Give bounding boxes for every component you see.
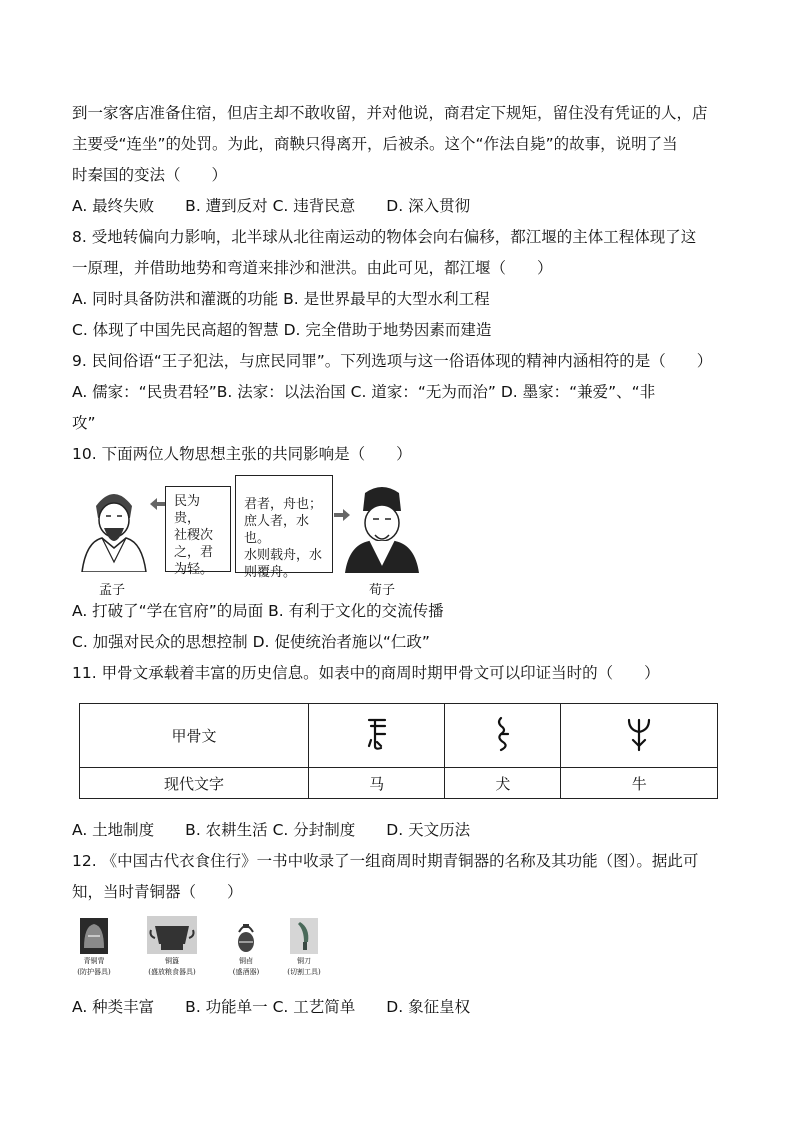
oracle-char-horse bbox=[309, 704, 445, 768]
bronze-you-use: (盛酒器) bbox=[232, 968, 260, 976]
q7-line-2: 主要受“连坐”的处罚。为此，商鞅只得离开，后被杀。这个“作法自毙”的故事，说明了当 bbox=[72, 135, 678, 153]
bronze-knife-use: (切割工具) bbox=[287, 968, 321, 976]
q9-stem: 9. 民间俗语“王子犯法，与庶民同罪”。下列选项与这一俗语体现的精神内涵相符的是（ ） bbox=[72, 352, 713, 370]
bronze-knife-name: 铜刀 bbox=[297, 957, 311, 965]
table-row bbox=[80, 768, 718, 799]
mencius-quote-line: 民为贵， bbox=[174, 494, 201, 526]
bronze-you-image bbox=[235, 920, 257, 954]
xunzi-portrait bbox=[339, 483, 425, 573]
q7-line-3: 时秦国的变法（ ） bbox=[72, 166, 228, 184]
q10-stem: 10. 下面两位人物思想主张的共同影响是（ ） bbox=[72, 445, 412, 463]
bronze-helmet bbox=[72, 918, 116, 976]
oracle-char-dog bbox=[445, 704, 561, 768]
xunzi-quote-line: 君者，舟也； bbox=[244, 497, 323, 512]
table-row bbox=[80, 704, 718, 768]
xunzi-quote-line: 则覆舟。 bbox=[244, 565, 297, 580]
bronze-helmet-use: (防护器具) bbox=[77, 968, 111, 976]
q10-options-1: A. 打破了“学在官府”的局面 B. 有利于文化的交流传播 bbox=[72, 602, 444, 620]
q11-stem: 11. 甲骨文承载着丰富的历史信息。如表中的商周时期甲骨文可以印证当时的（ ） bbox=[72, 664, 660, 682]
q12-options: A. 种类丰富 B. 功能单一 C. 工艺简单 D. 象征皇权 bbox=[72, 998, 471, 1016]
q7-options: A. 最终失败 B. 遭到反对 C. 违背民意 D. 深入贯彻 bbox=[72, 197, 471, 215]
xunzi-caption: 荀子 bbox=[369, 583, 396, 598]
oracle-char-ox bbox=[561, 704, 718, 768]
mencius-quote-line: 为轻。 bbox=[174, 562, 214, 577]
bronze-gui-use: (盛放粮食器具) bbox=[148, 968, 196, 976]
q8-stem-1: 8. 受地转偏向力影响，北半球从北往南运动的物体会向右偏移，都江堰的主体工程体现了这 bbox=[72, 228, 697, 246]
mencius-portrait bbox=[74, 476, 154, 572]
arrow-left-icon bbox=[150, 497, 166, 511]
mencius-quote-line: 社稷次 bbox=[174, 528, 214, 543]
mencius-caption: 孟子 bbox=[99, 583, 126, 598]
bronze-gui-image bbox=[147, 916, 197, 954]
q12-stem-2: 知，当时青铜器（ ） bbox=[72, 883, 243, 901]
modern-char-header: 现代文字 bbox=[80, 768, 309, 799]
mencius-quote-line: 之，君 bbox=[174, 545, 214, 560]
oracle-bone-table bbox=[79, 703, 718, 799]
q8-options-1: A. 同时具备防洪和灌溉的功能 B. 是世界最早的大型水利工程 bbox=[72, 290, 490, 308]
oracle-bone-header: 甲骨文 bbox=[80, 704, 309, 768]
bronze-gui bbox=[142, 916, 202, 976]
q9-options-1: A. 儒家：“民贵君轻”B. 法家：以法治国 C. 道家：“无为而治” D. 墨家：“兼爱”、“非 bbox=[72, 383, 656, 401]
xunzi-quote-box bbox=[235, 475, 333, 580]
xunzi-quote-line: 水则载舟，水 bbox=[244, 548, 323, 563]
bronze-you-name: 铜卣 bbox=[239, 957, 253, 965]
bronze-knife bbox=[282, 918, 326, 976]
modern-char-dog: 犬 bbox=[445, 768, 561, 799]
bronze-knife-image bbox=[290, 918, 318, 954]
oracle-ox-glyph bbox=[625, 716, 653, 752]
q8-options-2: C. 体现了中国先民高超的智慧 D. 完全借助于地势因素而建造 bbox=[72, 321, 492, 339]
bronze-helmet-image bbox=[80, 918, 108, 954]
q9-options-2: 攻” bbox=[72, 414, 96, 432]
modern-char-horse: 马 bbox=[309, 768, 445, 799]
bronze-gui-name: 铜簋 bbox=[165, 957, 179, 965]
q11-options: A. 土地制度 B. 农耕生活 C. 分封制度 D. 天文历法 bbox=[72, 821, 471, 839]
q12-stem-1: 12. 《中国古代衣食住行》一书中收录了一组商周时期青铜器的名称及其功能（图）。据此可 bbox=[72, 852, 699, 870]
xunzi-quote-line: 庶人者，水也。 bbox=[244, 514, 310, 546]
q8-stem-2: 一原理，并借助地势和弯道来排沙和泄洪。由此可见，都江堰（ ） bbox=[72, 259, 553, 277]
oracle-horse-glyph bbox=[365, 716, 389, 752]
bronze-helmet-name: 青铜胄 bbox=[83, 957, 105, 965]
q7-line-1: 到一家客店准备住宿，但店主却不敢收留，并对他说，商君定下规矩，留住没有凭证的人，店 bbox=[72, 104, 708, 122]
bronze-you bbox=[226, 920, 266, 976]
mencius-quote-box bbox=[165, 486, 231, 577]
oracle-dog-glyph bbox=[493, 716, 513, 752]
q10-options-2: C. 加强对民众的思想控制 D. 促使统治者施以“仁政” bbox=[72, 633, 430, 651]
modern-char-ox: 牛 bbox=[561, 768, 718, 799]
